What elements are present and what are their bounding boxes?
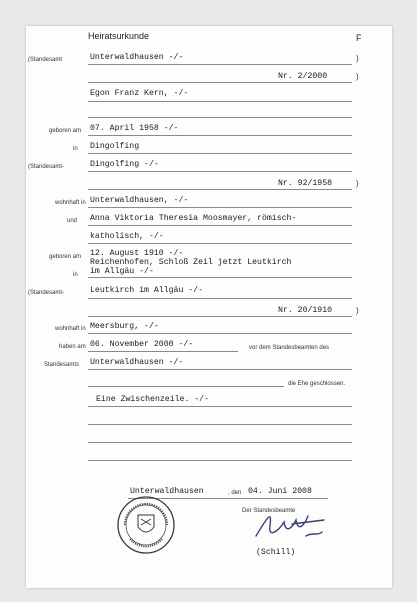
remarks-text: Eine Zwischenzeile. -/- — [96, 395, 210, 404]
official-seal-stamp — [116, 495, 176, 555]
label-die-ehe-geschlossen: die Ehe geschlossen. — [288, 381, 346, 387]
underline — [88, 82, 352, 83]
wife-birth-place-line-1: Reichenhofen, Schloß Zeil jetzt Leutkirch — [90, 258, 292, 267]
label-wohnhaft-in-2: wohnhaft in — [55, 326, 86, 332]
marriage-registry: Unterwaldhausen -/- — [90, 358, 184, 367]
underline — [88, 424, 352, 425]
close-paren: ) — [356, 72, 359, 81]
husband-birth-register-number: Nr. 92/1958 — [278, 179, 333, 188]
husband-name: Egon Franz Kern, -/- — [90, 89, 189, 98]
marriage-date: 06. November 2000 -/- — [90, 340, 194, 349]
underline — [88, 64, 352, 65]
underline — [88, 442, 352, 443]
underline — [88, 460, 352, 461]
label-haben-am: haben am — [59, 344, 86, 350]
husband-residence: Unterwaldhausen, -/- — [90, 196, 189, 205]
underline — [88, 101, 352, 102]
underline — [88, 298, 352, 299]
underline — [88, 351, 238, 352]
close-paren: ) — [356, 306, 359, 315]
form-code: F — [356, 33, 362, 43]
label-den: , den — [228, 490, 242, 496]
label-geboren-am: geboren am — [49, 128, 82, 134]
label-standesamt-3: (Standesamt- — [28, 290, 65, 296]
label-und: und — [67, 218, 78, 224]
wife-residence: Meersburg, -/- — [90, 322, 159, 331]
underline — [88, 225, 352, 226]
label-in-2: in — [73, 272, 78, 278]
close-paren: ) — [356, 179, 359, 188]
husband-birth-registry: Dingolfing -/- — [90, 160, 159, 169]
underline — [88, 386, 284, 387]
underline — [88, 117, 352, 118]
wife-name-line-2: katholisch, -/- — [90, 232, 164, 241]
husband-birth-date: 07. April 1958 -/- — [90, 124, 179, 133]
underline — [88, 316, 352, 317]
close-paren: ) — [356, 54, 359, 63]
registry-office-value: Unterwaldhausen -/- — [90, 53, 184, 62]
underline — [88, 243, 352, 244]
underline — [88, 135, 352, 136]
label-vor-dem-standesbeamten: vor dem Standesbeamten des — [249, 345, 330, 351]
label-in: in — [73, 146, 78, 152]
label-standesamts: Standesamts — [44, 362, 80, 368]
label-der-standesbeamte: Der Standesbeamte — [242, 508, 296, 514]
issue-date: 04. Juni 2008 — [248, 487, 312, 496]
marriage-certificate-page — [26, 26, 392, 588]
label-standesamt-2: (Standesamt- — [28, 164, 65, 170]
wife-birth-registry: Leutkirch im Allgäu -/- — [90, 286, 204, 295]
underline — [88, 277, 352, 278]
wife-name-line-1: Anna Viktoria Theresia Moosmayer, römisch- — [90, 214, 297, 223]
underline — [88, 153, 352, 154]
underline — [88, 171, 352, 172]
underline — [88, 189, 352, 190]
label-wohnhaft-in: wohnhaft in — [55, 200, 86, 206]
label-geboren-am-2: geboren am — [49, 254, 82, 260]
underline — [88, 406, 352, 407]
label-standesamt: (Standesamt — [28, 57, 63, 63]
underline — [88, 333, 352, 334]
wife-birth-place-line-2: im Allgäu -/- — [90, 267, 154, 276]
underline — [88, 369, 352, 370]
husband-birth-place: Dingolfing — [90, 142, 140, 151]
document-title: Heiratsurkunde — [88, 31, 150, 41]
registrar-name: (Schill) — [256, 548, 296, 557]
underline — [88, 207, 352, 208]
register-number: Nr. 2/2000 — [278, 72, 328, 81]
issue-place: Unterwaldhausen — [130, 487, 204, 496]
registrar-signature — [248, 506, 328, 546]
wife-birth-date: 12. August 1910 -/- — [90, 249, 184, 258]
wife-birth-register-number: Nr. 20/1910 — [278, 306, 333, 315]
